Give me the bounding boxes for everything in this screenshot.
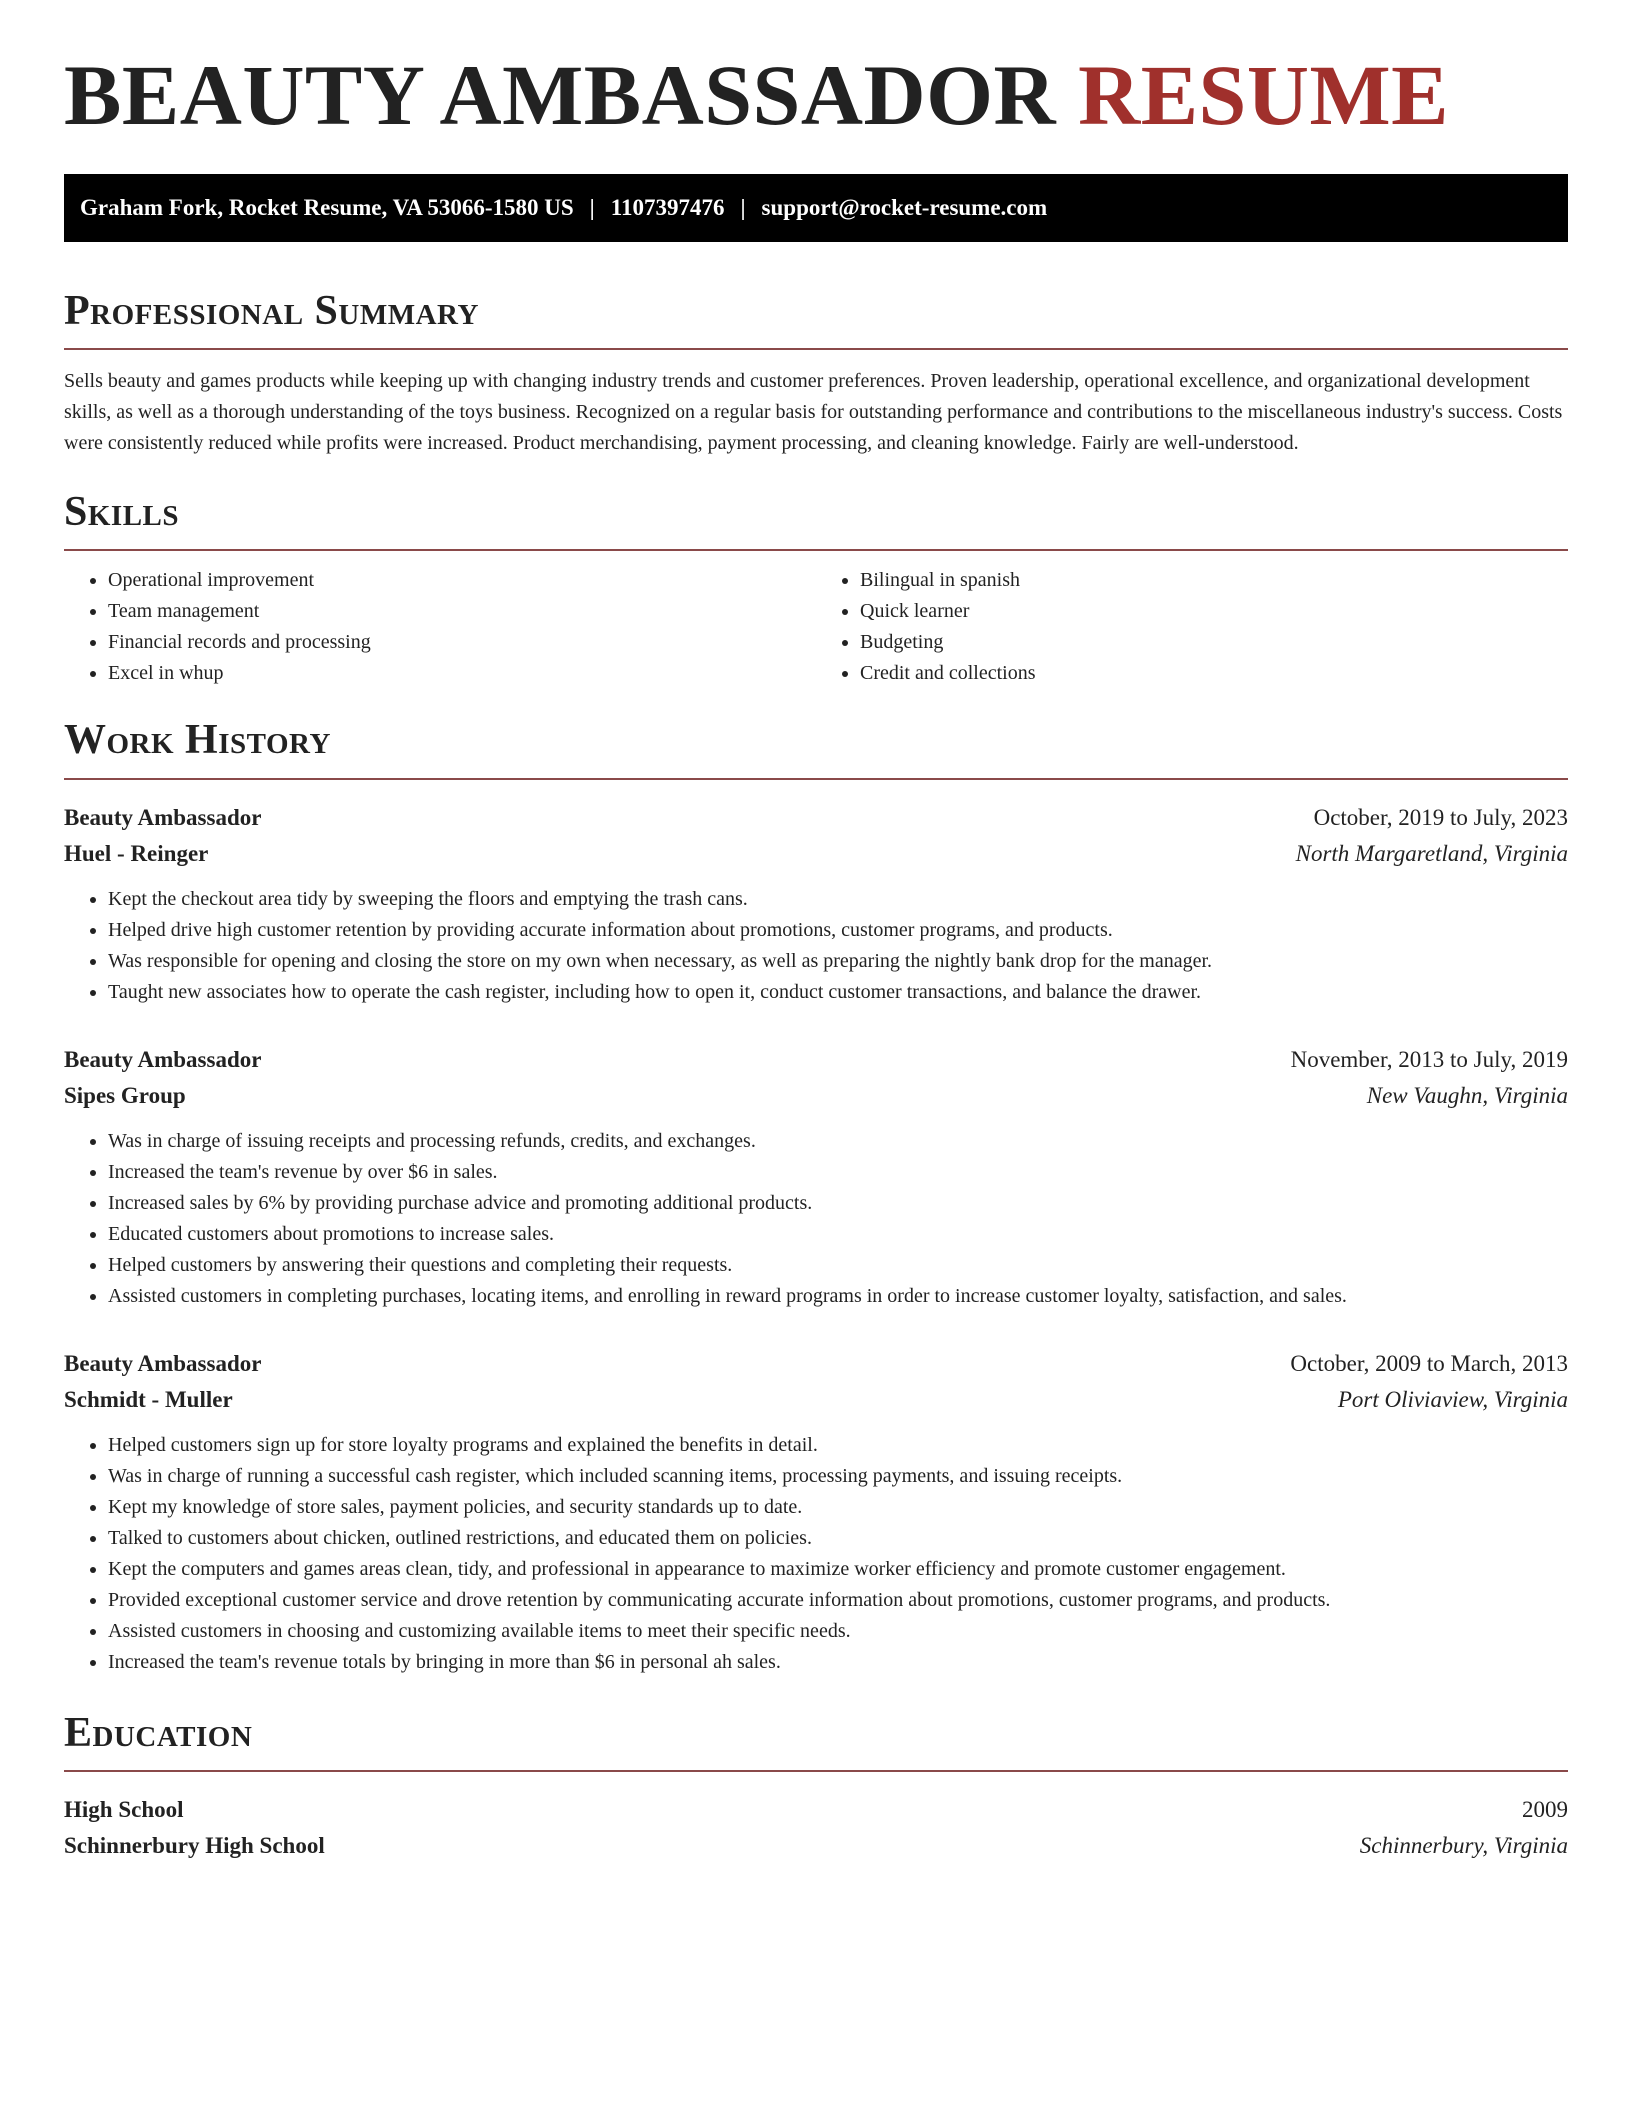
title-main: BEAUTY AMBASSADOR [64,47,1057,143]
skill-item: • Financial records and processing [108,627,816,658]
job-duty: • Increased the team's revenue totals by bringing in more than $6 in personal ah sales. [108,1647,1568,1678]
work-history-heading: Work History [64,717,1568,779]
job-duty: • Assisted customers in choosing and customizing available items to meet their specific needs. [108,1616,1568,1647]
skill-item: • Operational improvement [108,565,816,596]
skill-item: • Bilingual in spanish [860,565,1568,596]
skills-list [64,565,1568,689]
job-title-row [64,800,1568,836]
job-entry [64,800,1568,1008]
job-duty: • Was in charge of running a successful cash register, which included scanning items, processing payments, and issuing receipts. [108,1461,1568,1492]
job-duty: • Kept the computers and games areas clean, tidy, and professional in appearance to maximize worker efficiency and promote customer engagement. [108,1554,1568,1585]
education-year: 2009 [1522,1796,1568,1822]
job-duty: • Helped drive high customer retention by providing accurate information about promotions, customer programs, and products. [108,915,1568,946]
job-duties [64,884,1568,1008]
job-dates: October, 2009 to March, 2013 [1290,1350,1568,1376]
title-accent: RESUME [1078,47,1450,143]
education-location: Schinnerbury, Virginia [1359,1832,1568,1858]
job-duty: • Assisted customers in completing purchases, locating items, and enrolling in reward programs in order to increase customer loyalty, satisfaction, and sales. [108,1281,1568,1312]
job-company: Huel - Reinger [64,840,209,866]
job-company: Schmidt - Muller [64,1386,233,1412]
contact-bar [64,174,1568,242]
contact-email: support@rocket-resume.com [761,195,1048,220]
job-location: North Margaretland, Virginia [1295,840,1568,866]
skill-item: • Quick learner [860,596,1568,627]
job-duty: • Educated customers about promotions to increase sales. [108,1219,1568,1250]
job-duty: • Was responsible for opening and closing the store on my own when necessary, as well as preparing the nightly bank drop for the manager. [108,946,1568,977]
skill-item: • Credit and collections [860,658,1568,689]
job-company-row [64,1078,1568,1114]
resume-title [64,47,1568,143]
job-title-row [64,1042,1568,1078]
job-duty: • Helped customers by answering their questions and completing their requests. [108,1250,1568,1281]
job-duties [64,1126,1568,1312]
contact-phone: 1107397476 [610,195,725,220]
job-entry [64,1346,1568,1678]
job-location: Port Oliviaview, Virginia [1337,1386,1568,1412]
education-degree: High School [64,1796,184,1822]
job-duty: • Increased sales by 6% by providing purchase advice and promoting additional products. [108,1188,1568,1219]
job-location: New Vaughn, Virginia [1366,1082,1568,1108]
job-company: Sipes Group [64,1082,186,1108]
skills-column-left [64,565,816,689]
education-entry [64,1792,1568,1864]
job-duty: • Helped customers sign up for store loyalty programs and explained the benefits in detail. [108,1430,1568,1461]
job-dates: October, 2019 to July, 2023 [1313,804,1568,830]
contact-address: Graham Fork, Rocket Resume, VA 53066-1580 US [80,195,574,220]
job-title: Beauty Ambassador [64,1350,262,1376]
skill-item: • Excel in whup [108,658,816,689]
skills-column-right [816,565,1568,689]
job-dates: November, 2013 to July, 2019 [1290,1046,1568,1072]
job-duty: • Kept the checkout area tidy by sweeping the floors and emptying the trash cans. [108,884,1568,915]
job-company-row [64,836,1568,872]
job-duty: • Increased the team's revenue by over $6 in sales. [108,1157,1568,1188]
skill-item: • Budgeting [860,627,1568,658]
summary-text: Sells beauty and games products while keeping up with changing industry trends and customer preferences. Proven leadership, operational excellence, and organizational development skills, as well as a thorough understanding of the toys business. Recognized on a regular basis for outstanding performance and contributions to the miscellaneous industry's success. Costs were consistently reduced while profits were increased. Product merchandising, payment processing, and cleaning knowledge. Fairly are well-understood. [64,370,1563,455]
summary-heading: Professional Summary [64,288,1568,350]
skills-heading: Skills [64,489,1568,551]
education-heading: Education [64,1710,1568,1772]
job-duty: • Talked to customers about chicken, outlined restrictions, and educated them on policies. [108,1523,1568,1554]
contact-separator: | [740,195,746,220]
skill-item: • Team management [108,596,816,627]
education-degree-row [64,1792,1568,1828]
job-entry [64,1042,1568,1312]
job-company-row [64,1382,1568,1418]
job-duty: • Was in charge of issuing receipts and processing refunds, credits, and exchanges. [108,1126,1568,1157]
contact-separator: | [589,195,595,220]
job-title: Beauty Ambassador [64,804,262,830]
job-duty: • Provided exceptional customer service and drove retention by communicating accurate information about promotions, customer programs, and products. [108,1585,1568,1616]
education-school: Schinnerbury High School [64,1832,325,1858]
job-title-row [64,1346,1568,1382]
job-duty: • Taught new associates how to operate the cash register, including how to open it, conduct customer transactions, and balance the drawer. [108,977,1568,1008]
job-duties [64,1430,1568,1678]
job-duty: • Kept my knowledge of store sales, payment policies, and security standards up to date. [108,1492,1568,1523]
job-title: Beauty Ambassador [64,1046,262,1072]
education-school-row [64,1828,1568,1864]
